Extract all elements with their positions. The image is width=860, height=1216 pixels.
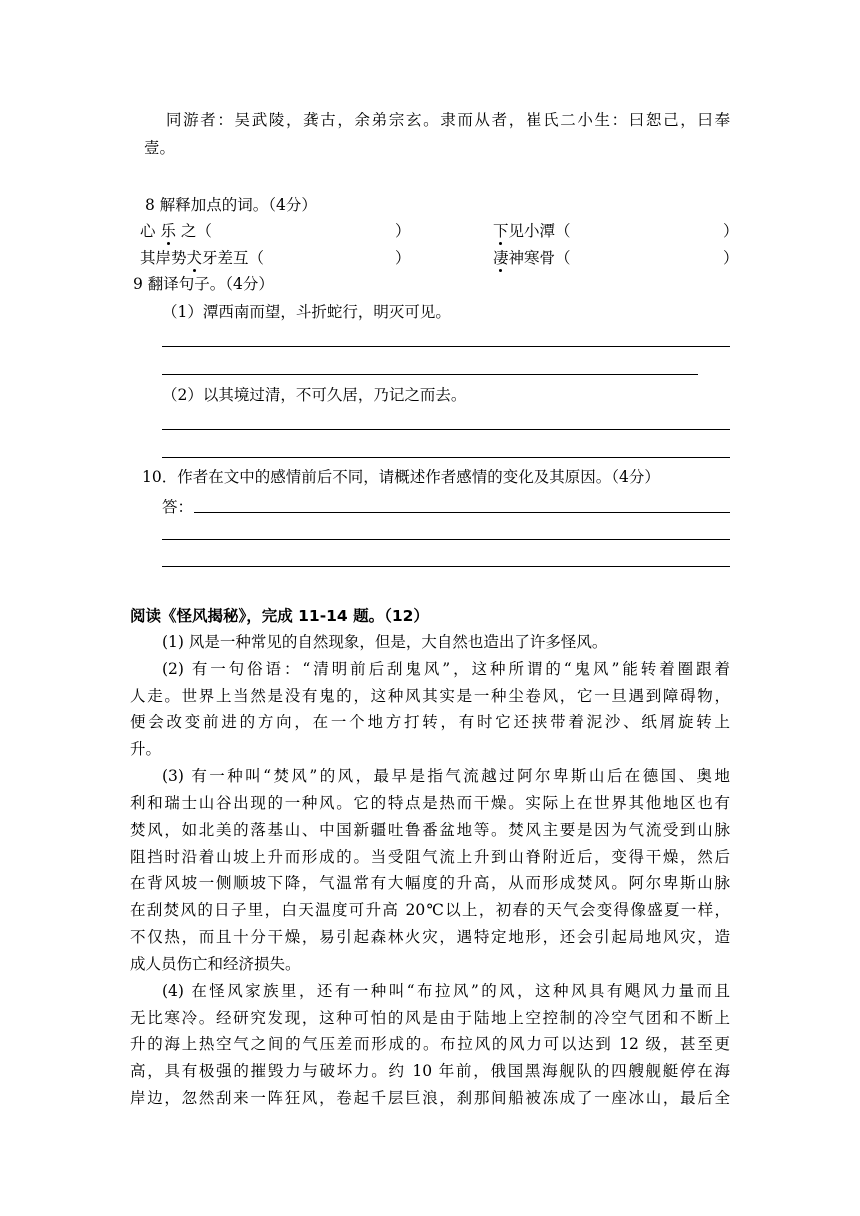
dotted-word: 凄: [493, 249, 509, 267]
reading-line: 阻挡时沿着山坡上升而形成的。当受阻气流上升到山脊附近后，变得干燥，然后: [130, 848, 730, 866]
reading-line: 便会改变前进的方向，在一个地方打转，有时它还挟带着泥沙、纸屑旋转上: [130, 713, 730, 731]
passage-end-line-2: 壹。: [144, 139, 176, 157]
reading-line: 在背风坡一侧顺坡下降，气温常有大幅度的升高，从而形成焚风。阿尔卑斯山脉: [130, 874, 730, 892]
reading-line: 无比寒冷。经研究发现，这种可怕的风是由于陆地上空控制的冷空气团和不断上: [130, 1009, 730, 1027]
reading-line: 岸边，忽然刮来一阵狂风，卷起千层巨浪，刹那间船被冻成了一座冰山，最后全: [130, 1089, 730, 1107]
question-9-stem: 9 翻译句子。（4分）: [133, 275, 274, 293]
reading-line: 焚风，如北美的落基山、中国新疆吐鲁番盆地等。焚风主要是因为气流受到山脉: [130, 821, 730, 839]
answer-line[interactable]: [162, 457, 730, 458]
q8-item-3-close: ）: [395, 249, 411, 267]
reading-line: 升。: [130, 740, 162, 758]
reading-line: (3) 有一种叫“焚风”的风，最早是指气流越过阿尔卑斯山后在德国、奥地: [162, 767, 730, 785]
answer-line[interactable]: [194, 512, 730, 513]
answer-line[interactable]: [162, 539, 730, 540]
reading-line: (1) 风是一种常见的自然现象，但是，大自然也造出了许多怪风。: [162, 633, 608, 651]
answer-label: 答：: [162, 498, 194, 516]
q8-item-4: 凄神寒骨（: [493, 249, 571, 267]
answer-line[interactable]: [162, 429, 730, 430]
reading-line: 利和瑞士山谷出现的一种风。它的特点是热而干燥。实际上在世界其他地区也有: [130, 794, 730, 812]
reading-line: 在刮焚风的日子里，白天温度可升高 20℃以上，初春的天气会变得像盛夏一样，: [130, 901, 730, 919]
question-8-stem: 8 解释加点的词。（4分）: [145, 196, 317, 214]
q8-item-1: 心 乐 之（: [140, 222, 212, 240]
reading-line: (2) 有一句俗语：“清明前后刮鬼风”，这种所谓的“鬼风”能转着圈跟着: [162, 660, 730, 678]
reading-line: 升的海上热空气之间的气压差而形成的。布拉风的风力可以达到 12 级，甚至更: [130, 1035, 730, 1053]
answer-line[interactable]: [162, 346, 730, 347]
dotted-word: 犬: [186, 249, 203, 267]
q8-item-3: 其岸势犬牙差互（: [140, 249, 265, 267]
q8-item-4-close: ）: [723, 249, 739, 267]
reading-line: 不仅热，而且十分干燥，易引起森林火灾，遇特定地形，还会引起局地风灾，造: [130, 928, 730, 946]
answer-line[interactable]: [162, 566, 730, 567]
q8-item-2: 下见小潭（: [493, 222, 571, 240]
reading-heading: 阅读《怪风揭秘》，完成 11-14 题。（12）: [130, 607, 429, 625]
q9-sentence-1: （1）潭西南而望，斗折蛇行，明灭可见。: [162, 303, 451, 321]
passage-end-line-1: 同游者：吴武陵，龚古，余弟宗玄。隶而从者，崔氏二小生：曰恕己，曰奉: [166, 111, 730, 129]
q9-sentence-2: （2）以其境过清，不可久居，乃记之而去。: [162, 386, 467, 404]
reading-line: 人走。世界上当然是没有鬼的，这种风其实是一种尘卷风，它一旦遇到障碍物，: [130, 687, 730, 705]
reading-line: 高，具有极强的摧毁力与破坏力。约 10 年前，俄国黑海舰队的四艘舰艇停在海: [130, 1062, 730, 1080]
dotted-word: 乐: [160, 222, 176, 240]
q8-item-2-close: ）: [723, 222, 739, 240]
q8-item-1-close: ）: [395, 222, 411, 240]
reading-line: 成人员伤亡和经济损失。: [130, 955, 301, 973]
dotted-word: 下: [493, 222, 509, 240]
answer-line[interactable]: [162, 374, 698, 375]
question-10-stem: 10．作者在文中的感情前后不同，请概述作者感情的变化及其原因。（4分）: [142, 468, 660, 486]
reading-line: (4) 在怪风家族里，还有一种叫“布拉风”的风，这种风具有飓风力量而且: [162, 982, 730, 1000]
